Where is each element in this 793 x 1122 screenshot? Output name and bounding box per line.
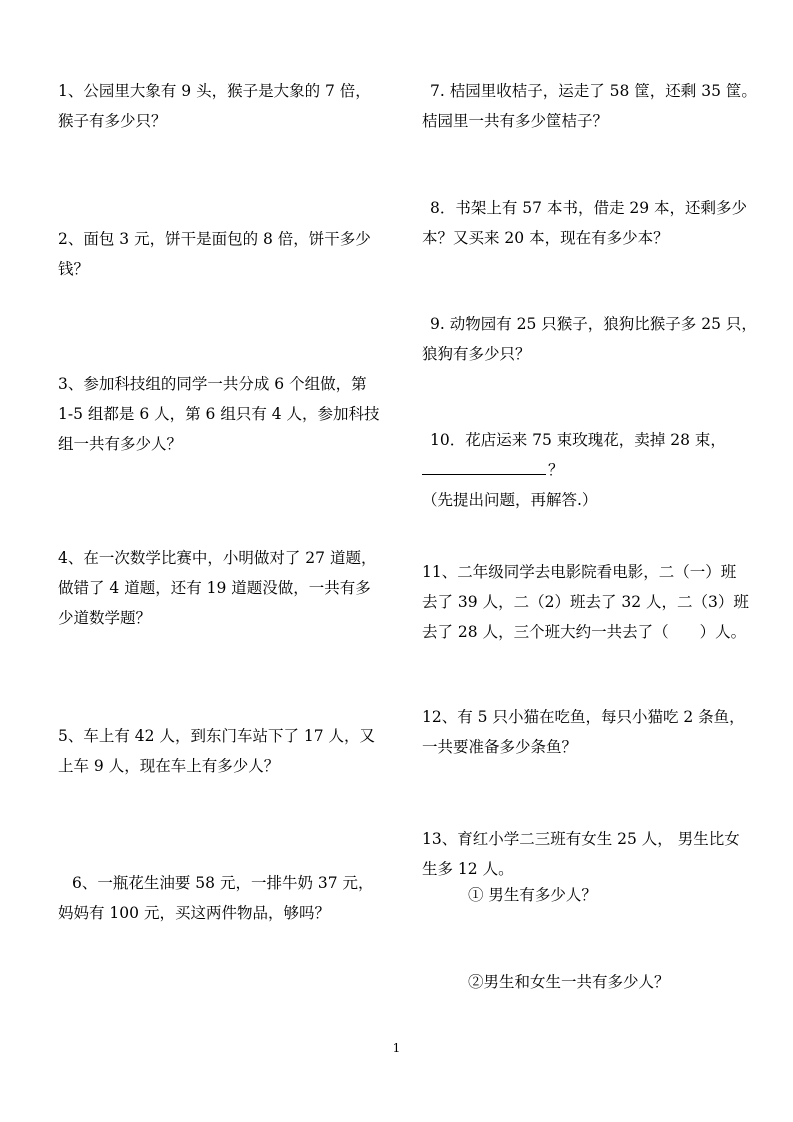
question-7-line-2: 桔园里一共有多少筐桔子？ (422, 112, 609, 130)
question-5-line-2: 上车 9 人，现在车上有多少人？ (58, 757, 280, 775)
question-13-line-1: 13、育红小学二三班有女生 25 人， 男生比女 (422, 830, 740, 848)
question-9-line-1: 9. 动物园有 25 只猴子，狼狗比猴子多 25 只， (430, 315, 757, 333)
question-4 (58, 543, 376, 633)
question-11 (422, 557, 749, 647)
question-6-line-1: 6、一瓶花生油要 58 元，一排牛奶 37 元， (72, 874, 374, 892)
question-13-line-2: 生多 12 人。 (422, 860, 514, 878)
question-8-line-1: 8．书架上有 57 本书，借走 29 本，还剩多少 (430, 199, 748, 217)
question-4-line-2: 做错了 4 道题，还有 19 道题没做，一共有多 (58, 579, 371, 597)
question-4-line-3: 少道数学题？ (58, 609, 152, 627)
question-13-sub-2: ②男生和女生一共有多少人？ (468, 973, 670, 991)
question-13 (422, 824, 740, 884)
question-13-sub-1: ① 男生有多少人？ (468, 886, 597, 904)
question-3-line-2: 1-5 组都是 6 人，第 6 组只有 4 人，参加科技 (58, 405, 380, 423)
question-2-line-1: 2、面包 3 元，饼干是面包的 8 倍，饼干多少 (58, 230, 371, 248)
question-3-line-3: 组一共有多少人？ (58, 435, 183, 453)
question-1-line-2: 猴子有多少只？ (58, 112, 167, 130)
question-3 (58, 369, 380, 459)
question-9 (422, 309, 757, 369)
question-6-line-2: 妈妈有 100 元，买这两件物品，够吗？ (58, 904, 330, 922)
question-10 (422, 425, 726, 515)
question-10-line-1: 10．花店运来 75 束玫瑰花，卖掉 28 束， (430, 431, 726, 449)
question-3-line-1: 3、参加科技组的同学一共分成 6 个组做，第 (58, 375, 367, 393)
question-5 (58, 721, 375, 781)
question-12-line-1: 12、有 5 只小猫在吃鱼，每只小猫吃 2 条鱼， (422, 708, 745, 726)
question-8-line-2: 本？又买来 20 本，现在有多少本？ (422, 229, 669, 247)
question-2 (58, 224, 371, 284)
question-12 (422, 702, 745, 762)
question-4-line-1: 4、在一次数学比赛中，小明做对了 27 道题， (58, 549, 377, 567)
question-10-line-3: （先提出问题，再解答.） (422, 491, 598, 509)
question-1 (58, 76, 371, 136)
answer-blank[interactable] (422, 458, 546, 475)
question-7 (422, 76, 757, 136)
question-6 (58, 868, 374, 928)
question-11-line-2: 去了 39 人，二（2）班去了 32 人，二（3）班 (422, 593, 749, 611)
question-7-line-1: 7. 桔园里收桔子，运走了 58 筐，还剩 35 筐。 (430, 82, 757, 100)
page-number: 1 (392, 1041, 401, 1055)
question-8 (422, 193, 748, 253)
question-10-line-2 (422, 455, 726, 485)
question-1-line-1: 1、公园里大象有 9 头，猴子是大象的 7 倍， (58, 82, 371, 100)
question-12-line-2: 一共要准备多少条鱼？ (422, 738, 578, 756)
question-11-line-1: 11、二年级同学去电影院看电影，二（一）班 (422, 563, 737, 581)
question-5-line-1: 5、车上有 42 人，到东门车站下了 17 人，又 (58, 727, 376, 745)
question-10-mark: ？ (548, 461, 564, 479)
question-11-line-3: 去了 28 人，三个班大约一共去了（ ）人。 (422, 623, 747, 641)
question-9-line-2: 狼狗有多少只？ (422, 345, 531, 363)
question-2-line-2: 钱？ (58, 260, 90, 278)
